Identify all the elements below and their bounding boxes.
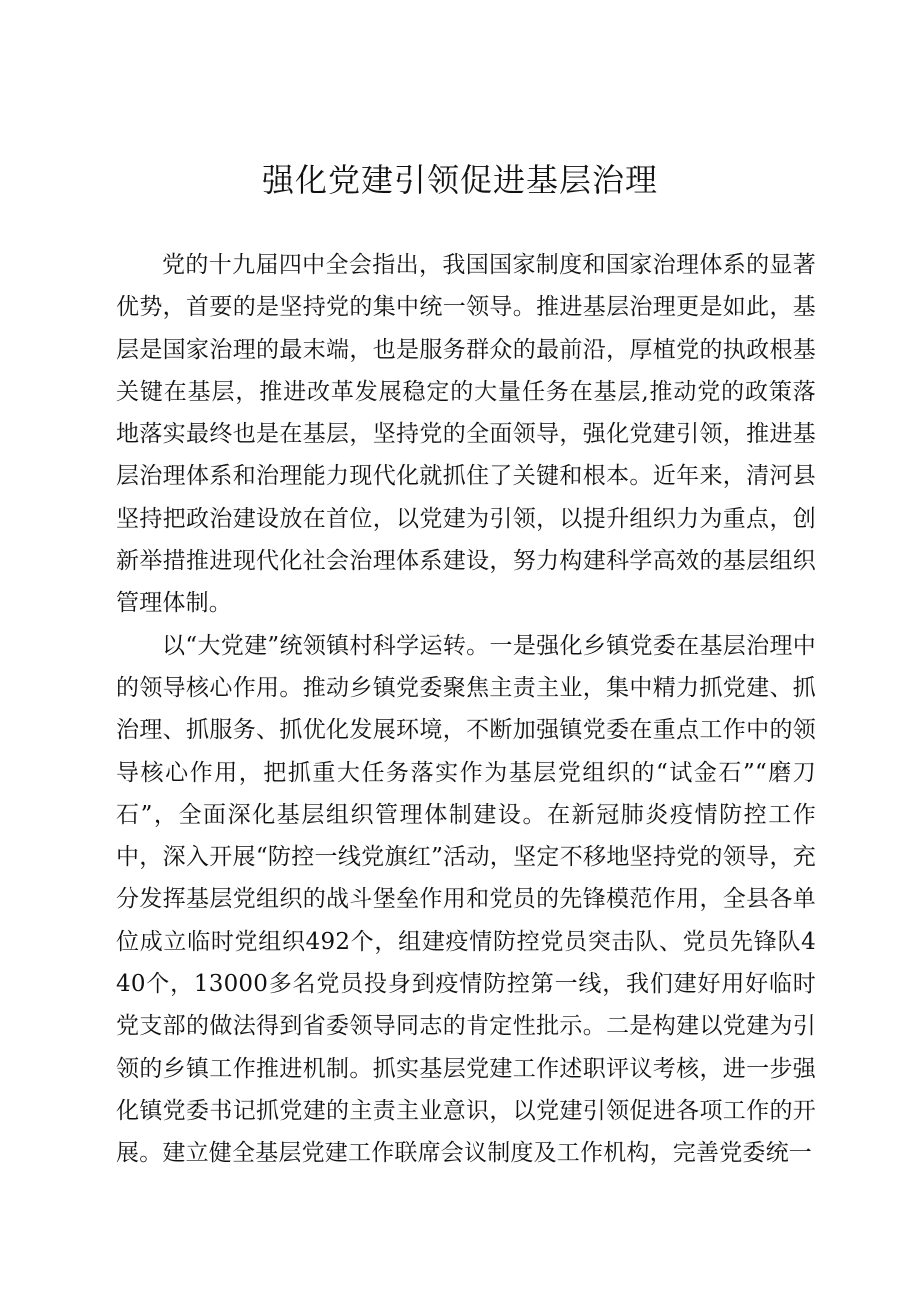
document-body xyxy=(116,244,816,1175)
paragraph-intro: 党的十九届四中全会指出，我国国家制度和国家治理体系的显著优势，首要的是坚持党的集中统一领导。推进基层治理更是如此，基层是国家治理的最末端，也是服务群众的最前沿，厚植党的执政根基关键在基层，推进改革发展稳定的大量任务在基层,推动党的政策落地落实最终也是在基层，坚持党的全面领导，强化党建引领，推进基层治理体系和治理能力现代化就抓住了关键和根本。近年来，清河县坚持把政治建设放在首位，以党建为引领，以提升组织力为重点，创新举措推进现代化社会治理体系建设，努力构建科学高效的基层组织管理体制。 xyxy=(116,252,816,617)
paragraph-big-party-building: 以“大党建”统领镇村科学运转。一是强化乡镇党委在基层治理中的领导核心作用。推动乡镇党委聚焦主责主业，集中精力抓党建、抓治理、抓服务、抓优化发展环境，不断加强镇党委在重点工作中的领导核心作用，把抓重大任务落实作为基层党组织的“试金石”“磨刀石”，全面深化基层组织管理体制建设。在新冠肺炎疫情防控工作中，深入开展“防控一线党旗红”活动，坚定不移地坚持党的领导，充分发挥基层党组织的战斗堡垒作用和党员的先锋模范作用，全县各单位成立临时党组织492个，组建疫情防控党员突击队、党员先锋队440个，13000多名党员投身到疫情防控第一线，我们建好用好临时党支部的做法得到省委领导同志的肯定性批示。二是构建以党建为引领的乡镇工作推进机制。抓实基层党建工作述职评议考核，进一步强化镇党委书记抓党建的主责主业意识，以党建引领促进各项工作的开展。建立健全基层党建工作联席会议制度及工作机构，完善党委统一 xyxy=(116,632,816,1167)
document-title: 强化党建引领促进基层治理 xyxy=(261,161,658,199)
